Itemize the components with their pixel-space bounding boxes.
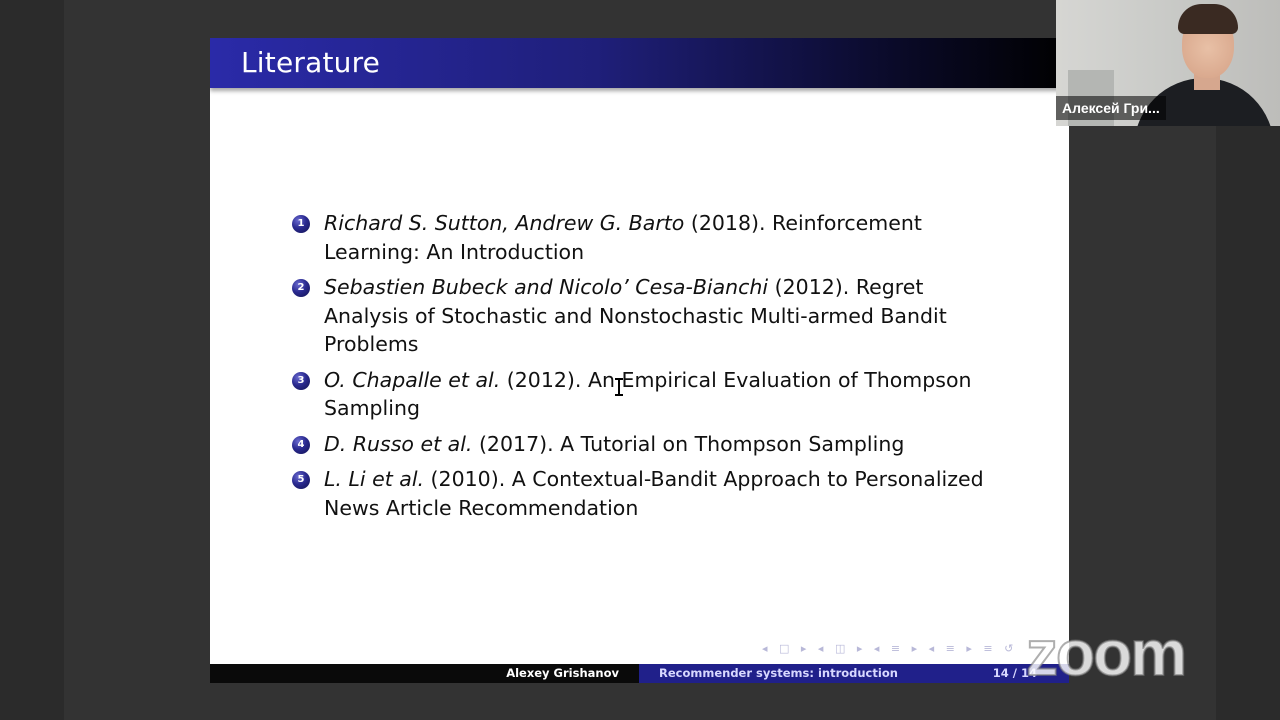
zoom-logo-watermark: zoom <box>1026 617 1186 689</box>
presentation-slide <box>210 38 1069 683</box>
reference-details: (2012). An Empirical Evaluation of Thompson Sampling <box>324 367 972 420</box>
footer-talk <box>639 664 1069 683</box>
text-cursor-icon <box>614 378 624 396</box>
reference-item <box>290 430 1010 459</box>
slide-footer <box>210 664 1069 683</box>
reference-details: (2017). A Tutorial on Thompson Sampling <box>472 431 905 456</box>
reference-item <box>290 465 1010 522</box>
number-bullet-icon: 4 <box>292 436 310 454</box>
slide-header <box>210 38 1069 88</box>
beamer-navigation-icons[interactable]: ◂ □ ▸ ◂ ◫ ▸ ◂ ≡ ▸ ◂ ≡ ▸ ≡ ↺ <box>762 642 1018 655</box>
reference-authors: D. Russo et al. <box>324 431 473 456</box>
reference-item <box>290 366 1010 423</box>
number-bullet-icon: 1 <box>292 215 310 233</box>
footer-page-number: 14 / 14 <box>992 666 1037 680</box>
footer-author: Alexey Grishanov <box>210 664 639 683</box>
slide-title: Literature <box>241 46 381 79</box>
number-bullet-icon: 5 <box>292 471 310 489</box>
reference-authors: L. Li et al. <box>324 467 425 491</box>
participant-hair <box>1178 4 1238 34</box>
reference-list <box>290 209 1010 529</box>
reference-details: (2010). A Contextual-Bandit Approach to Personalized News Article Recommendation <box>324 467 984 520</box>
reference-details: (2018). Reinforcement Learning: An Introduction <box>324 211 922 264</box>
reference-item <box>290 273 1010 359</box>
reference-authors: Richard S. Sutton, Andrew G. Barto <box>324 211 685 235</box>
participant-video-tile[interactable] <box>1056 0 1280 126</box>
number-bullet-icon: 2 <box>292 279 310 297</box>
reference-authors: O. Chapalle et al. <box>324 367 501 392</box>
reference-details: (2012). Regret Analysis of Stochastic and Nonstochastic Multi-armed Bandit Problems <box>324 275 947 356</box>
number-bullet-icon: 3 <box>292 372 310 390</box>
participant-name-label: Алексей Гри... <box>1056 96 1166 120</box>
reference-item <box>290 209 1010 266</box>
reference-authors: Sebastien Bubeck and Nicolo’ Cesa-Bianchi <box>324 275 769 299</box>
footer-talk-title: Recommender systems: introduction <box>659 666 898 680</box>
